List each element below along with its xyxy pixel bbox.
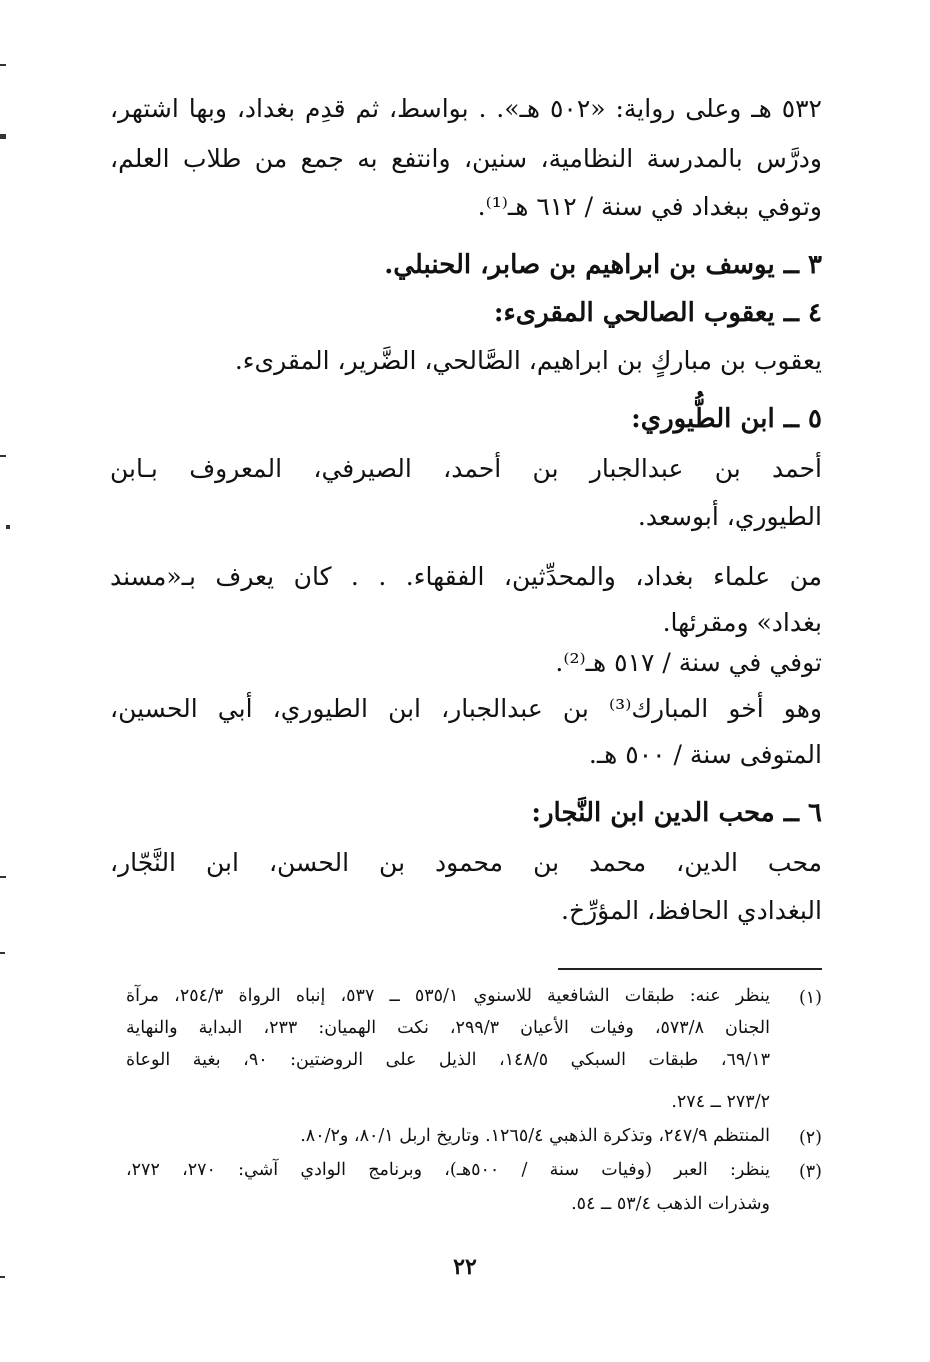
- item-5-line-1: أحمد بن عبدالجبار بن أحمد، الصيرفي، المعروف بـابن: [110, 454, 822, 483]
- footnote-3-line-1: ينظر: العبر (وفيات سنة / ٥٠٠هـ)، وبرنامج الوادي آشي: ٢٧٠، ٢٧٢،: [126, 1160, 771, 1180]
- scan-mark: [0, 876, 6, 878]
- body-line-2: ودرَّس بالمدرسة النظامية، سنين، وانتفع به جمع من طلاب العلم،: [110, 144, 822, 173]
- footnote-1-line-1: ينظر عنه: طبقات الشافعية للاسنوي ٥٣٥/١ ــ ٥٣٧، إنباه الرواة ٢٥٤/٣، مرآة: [126, 986, 770, 1006]
- scan-mark: [0, 952, 5, 954]
- item-6-line-2: البغدادي الحافظ، المؤرِّخ.: [561, 896, 822, 925]
- body-line-1: ٥٣٢ هـ وعلى رواية: «٥٠٢ هـ». . بواسط، ثم قدِم بغداد، وبها اشتهر،: [110, 94, 822, 123]
- item-5-line-2: الطيوري، أبوسعد.: [637, 502, 822, 531]
- item-5-para3-line-1: وهو أخو المبارك⁽³⁾ بن عبدالجبار، ابن الطيوري، أبي الحسين،: [110, 694, 822, 723]
- item-5-heading: ٥ ــ ابن الطُّيوري:: [631, 404, 822, 434]
- footnote-1-line-4: ٢٧٣/٢ ــ ٢٧٤.: [671, 1092, 770, 1112]
- item-6-heading: ٦ ــ محب الدين ابن النَّجار:: [531, 798, 822, 828]
- item-5-para2-line-3: توفي في سنة / ٥١٧ هـ⁽²⁾.: [555, 648, 822, 677]
- scan-mark: [0, 64, 6, 66]
- footnote-1-line-3: ٦٩/١٣، طبقات السبكي ١٤٨/٥، الذيل على الروضتين: ٩٠، بغية الوعاة: [126, 1050, 770, 1070]
- page-number: ٢٢: [453, 1254, 477, 1280]
- footnote-1-line-2: الجنان ٥٧٣/٨، وفيات الأعيان ٢٩٩/٣، نكت الهميان: ٢٣٣، البداية والنهاية: [126, 1018, 770, 1038]
- item-6-line-1: محب الدين، محمد بن محمود بن الحسن، ابن النَّجّار،: [110, 848, 822, 877]
- footnote-3-line-2: وشذرات الذهب ٥٣/٤ ــ ٥٤.: [571, 1194, 770, 1214]
- scan-mark: [6, 525, 10, 529]
- footnote-3-number: (٣): [798, 1162, 822, 1182]
- scan-mark: [0, 134, 6, 139]
- item-4-text: يعقوب بن مباركٍ بن ابراهيم، الصَّالحي، الضَّرير، المقرىء.: [234, 346, 822, 375]
- footnote-2-number: (٢): [798, 1128, 822, 1148]
- scan-mark: [0, 455, 6, 457]
- item-5-para2-line-2: بغداد» ومقرئها.: [662, 608, 822, 637]
- item-5-para2-line-1: من علماء بغداد، والمحدِّثين، الفقهاء. . . كان يعرف بـ«مسند: [110, 562, 822, 591]
- footnote-1-number: (١): [798, 988, 822, 1008]
- item-3-heading: ٣ ــ يوسف بن ابراهيم بن صابر، الحنبلي.: [384, 250, 822, 280]
- footnote-separator: [558, 968, 822, 970]
- footnote-2-line-1: المنتظم ٢٤٧/٩، وتذكرة الذهبي ١٢٦٥/٤. وتاريخ اربل ٨٠/١، و٨٠/٢.: [300, 1126, 770, 1146]
- item-4-heading: ٤ ــ يعقوب الصالحي المقرىء:: [493, 298, 822, 328]
- body-line-3: وتوفي ببغداد في سنة / ٦١٢ هـ⁽¹⁾.: [477, 192, 822, 221]
- item-5-para3-line-2: المتوفى سنة / ٥٠٠ هـ.: [588, 740, 822, 769]
